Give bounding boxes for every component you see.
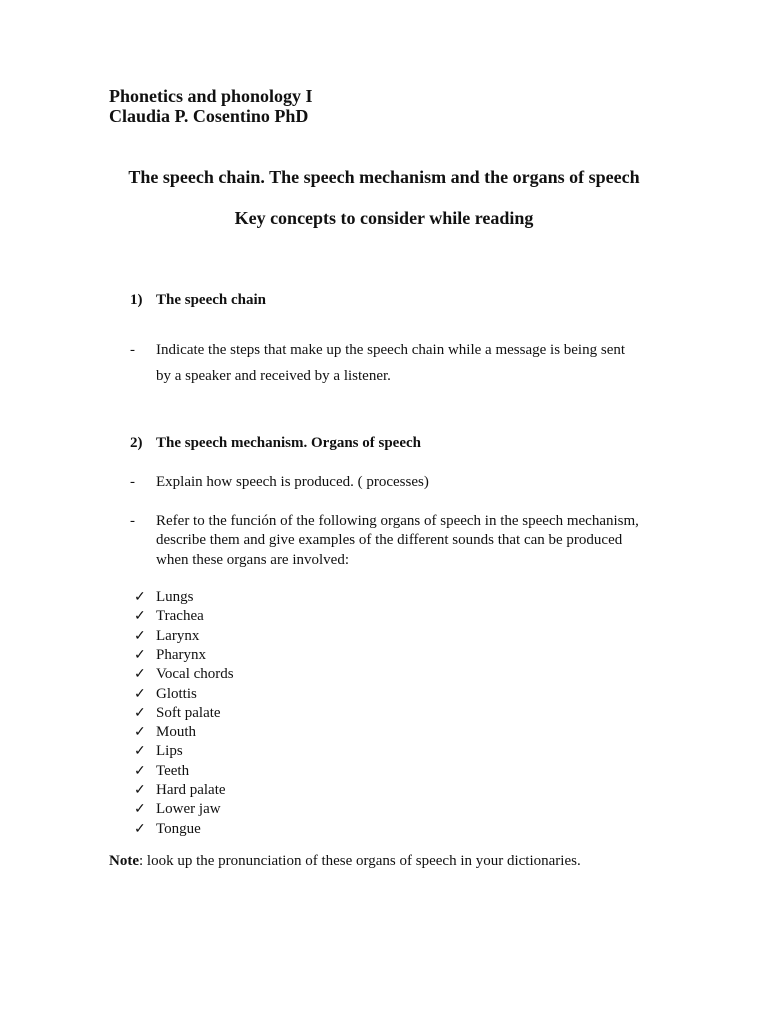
check-icon: ✓ [134, 764, 146, 779]
section-1-line-1: Indicate the steps that make up the speech chain while a message is being sent [156, 342, 626, 358]
note-text: : look up the pronunciation of these organs of speech in your dictionaries. [139, 853, 581, 869]
section-1-title: The speech chain [156, 292, 267, 308]
list-item: Teeth [156, 763, 190, 779]
list-item: Vocal chords [156, 666, 234, 682]
section-1-line-2: by a speaker and received by a listener. [156, 368, 391, 384]
check-icon: ✓ [134, 725, 146, 740]
list-item: Pharynx [156, 647, 206, 663]
list-item: Soft palate [156, 705, 221, 721]
list-item: Lower jaw [156, 801, 221, 817]
list-item: Glottis [156, 686, 197, 702]
section-2-point-2-line-3: when these organs are involved: [156, 552, 350, 568]
check-icon: ✓ [134, 783, 146, 798]
list-item: Trachea [156, 608, 204, 624]
list-item: Hard palate [156, 782, 226, 798]
section-2-title: The speech mechanism. Organs of speech [156, 435, 421, 451]
check-icon: ✓ [134, 802, 146, 817]
check-icon: ✓ [134, 609, 146, 624]
list-item: Mouth [156, 724, 197, 740]
section-2-bullet-2: - [130, 513, 135, 529]
document-title: The speech chain. The speech mechanism and the organs of speech [128, 167, 640, 187]
list-item: Lips [156, 743, 183, 759]
course-title: Phonetics and phonology I [109, 86, 313, 106]
check-icon: ✓ [134, 687, 146, 702]
list-item: Tongue [156, 821, 201, 837]
list-item: Larynx [156, 628, 200, 644]
check-icon: ✓ [134, 667, 146, 682]
check-icon: ✓ [134, 648, 146, 663]
check-icon: ✓ [134, 590, 146, 605]
check-icon: ✓ [134, 629, 146, 644]
section-2-number: 2) [130, 435, 143, 451]
section-1-bullet: - [130, 342, 135, 358]
section-2-point-1: Explain how speech is produced. ( processes) [156, 474, 429, 490]
check-icon: ✓ [134, 744, 146, 759]
check-icon: ✓ [134, 822, 146, 837]
note-paragraph [109, 852, 581, 870]
author-name: Claudia P. Cosentino PhD [109, 106, 309, 126]
section-2-bullet-1: - [130, 474, 135, 490]
section-1-number: 1) [130, 292, 143, 308]
document-subtitle: Key concepts to consider while reading [234, 208, 534, 228]
section-2-point-2-line-2: describe them and give examples of the different sounds that can be produced [156, 532, 623, 548]
note-label: Note [109, 853, 139, 869]
list-item: Lungs [156, 589, 194, 605]
check-icon: ✓ [134, 706, 146, 721]
section-2-point-2-line-1: Refer to the función of the following organs of speech in the speech mechanism, [156, 513, 639, 529]
